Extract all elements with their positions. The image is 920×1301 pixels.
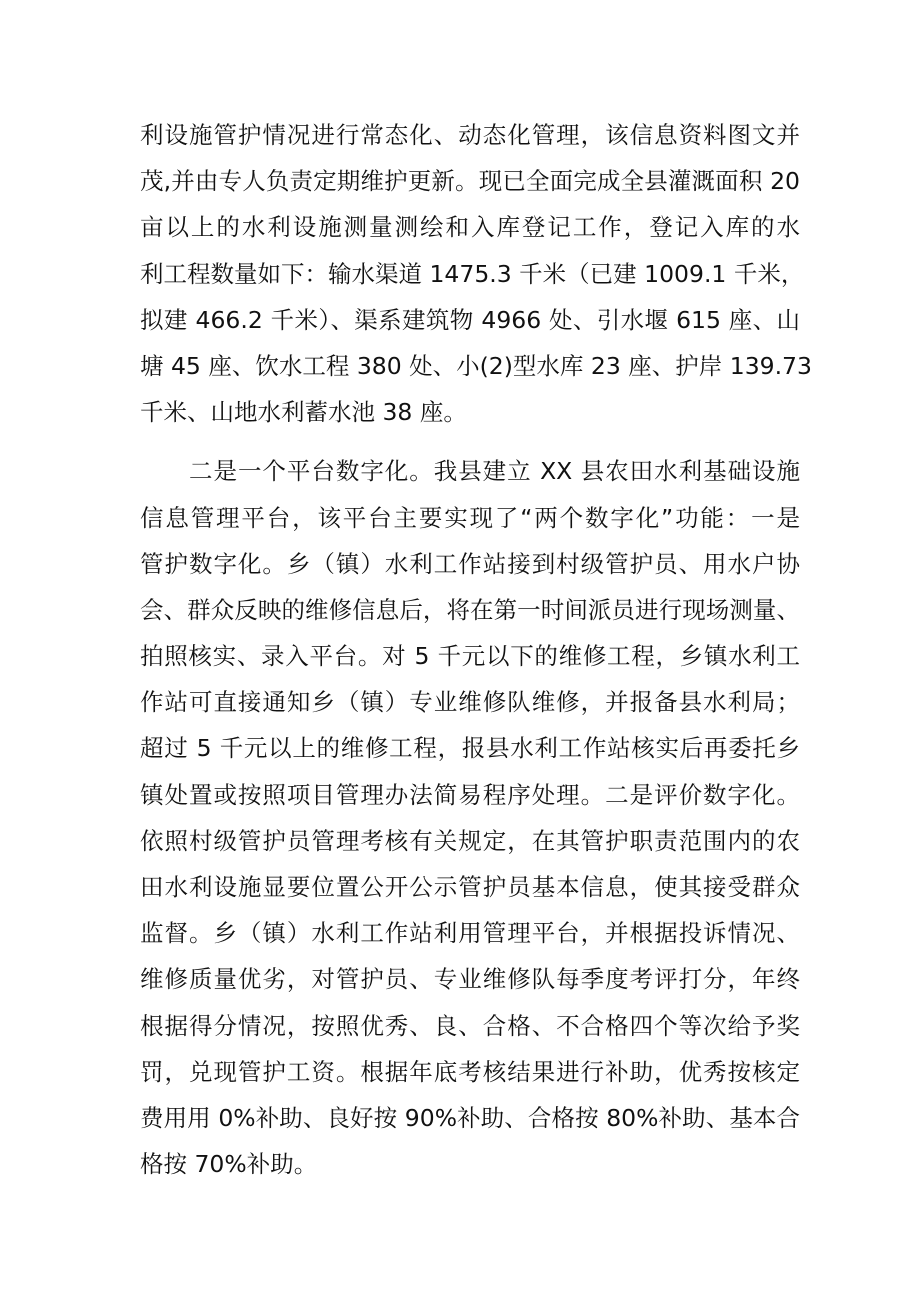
paragraph-facility-statistics xyxy=(140,112,812,435)
text-line: 茂,并由专人负责定期维护更新。现已全面完成全县灌溉面积 20 xyxy=(140,167,800,196)
text-line: 拍照核实、录入平台。对 5 千元以下的维修工程，乡镇水利工 xyxy=(140,642,800,671)
paragraph-gap xyxy=(140,435,800,448)
text-line: 信息管理平台，该平台主要实现了“两个数字化”功能：一是 xyxy=(140,503,800,532)
text-line: 超过 5 千元以上的维修工程，报县水利工作站核实后再委托乡 xyxy=(140,734,800,763)
text-line: 会、群众反映的维修信息后，将在第一时间派员进行现场测量、 xyxy=(140,595,800,624)
text-line: 利设施管护情况进行常态化、动态化管理，该信息资料图文并 xyxy=(140,121,800,149)
text-line: 监督。乡（镇）水利工作站利用管理平台，并根据投诉情况、 xyxy=(140,919,800,948)
text-line: 镇处置或按照项目管理办法简易程序处理。二是评价数字化。 xyxy=(140,780,800,809)
paragraph-platform-digitalization xyxy=(140,448,800,1187)
text-line: 二是一个平台数字化。我县建立 XX 县农田水利基础设施 xyxy=(189,457,800,486)
text-line: 利工程数量如下：输水渠道 1475.3 千米（已建 1009.1 千米， xyxy=(140,259,805,288)
text-line: 作站可直接通知乡（镇）专业维修队维修，并报备县水利局； xyxy=(140,688,800,717)
text-line: 费用用 0%补助、良好按 90%补助、合格按 80%补助、基本合 xyxy=(140,1103,800,1132)
text-line: 格按 70%补助。 xyxy=(140,1150,318,1179)
text-line: 亩以上的水利设施测量测绘和入库登记工作，登记入库的水 xyxy=(140,213,800,242)
text-line: 塘 45 座、饮水工程 380 处、小(2)型水库 23 座、护岸 139.73 xyxy=(140,351,812,380)
text-line: 罚，兑现管护工资。根据年底考核结果进行补助，优秀按核定 xyxy=(140,1057,800,1086)
text-line: 千米、山地水利蓄水池 38 座。 xyxy=(140,398,467,427)
document-page xyxy=(140,112,812,1187)
text-line: 根据得分情况，按照优秀、良、合格、不合格四个等次给予奖 xyxy=(140,1011,800,1040)
text-line: 依照村级管护员管理考核有关规定，在其管护职责范围内的农 xyxy=(140,826,800,855)
text-line: 管护数字化。乡（镇）水利工作站接到村级管护员、用水户协 xyxy=(140,549,800,578)
text-line: 拟建 466.2 千米）、渠系建筑物 4966 处、引水堰 615 座、山 xyxy=(140,305,800,334)
text-line: 田水利设施显要位置公开公示管护员基本信息，使其接受群众 xyxy=(140,873,800,901)
text-line: 维修质量优劣，对管护员、专业维修队每季度考评打分，年终 xyxy=(140,965,800,994)
